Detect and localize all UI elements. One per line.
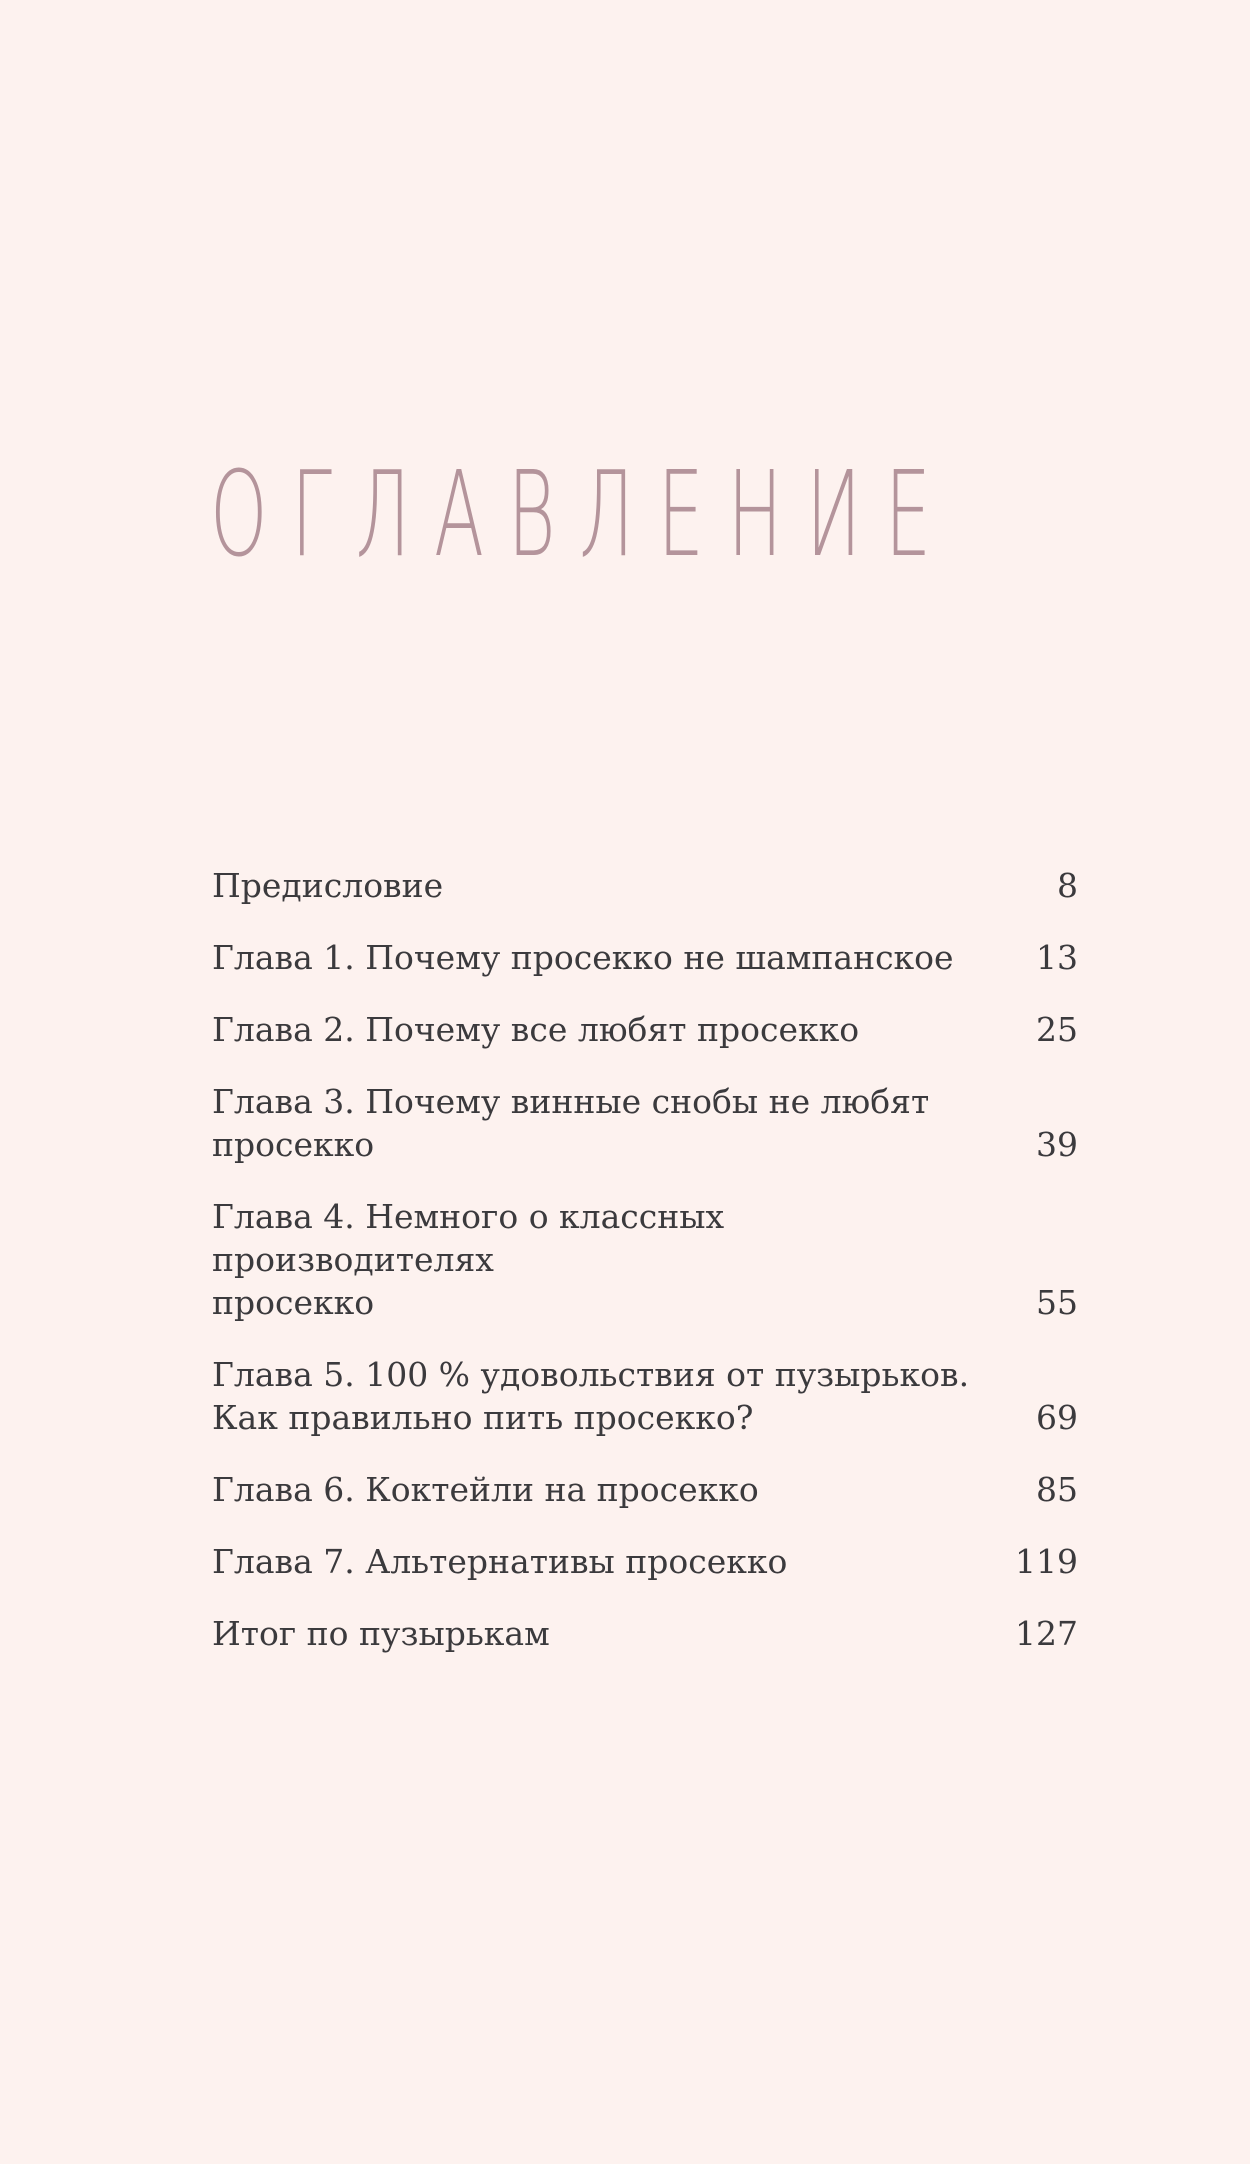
toc-entry-label: Предисловие bbox=[212, 866, 444, 905]
toc-entry-page: 55 bbox=[1036, 1283, 1078, 1322]
toc-entry-page: 8 bbox=[1057, 866, 1078, 905]
toc-entry-chapter-4[interactable] bbox=[212, 1195, 1078, 1324]
toc-entry-label: Глава 4. Немного о классных производителях просекко bbox=[212, 1197, 725, 1322]
toc-entry-label: Глава 3. Почему винные снобы не любят просекко bbox=[212, 1082, 930, 1164]
toc-entry-chapter-3[interactable] bbox=[212, 1080, 1078, 1166]
toc-entry-page: 25 bbox=[1036, 1010, 1078, 1049]
toc-entry-preface[interactable] bbox=[212, 864, 1078, 907]
toc-entry-chapter-7[interactable] bbox=[212, 1540, 1078, 1583]
toc-entry-chapter-2[interactable] bbox=[212, 1008, 1078, 1051]
table-of-contents bbox=[212, 864, 1078, 1684]
page-title: ОГЛАВЛЕНИЕ bbox=[210, 445, 955, 583]
toc-entry-chapter-1[interactable] bbox=[212, 936, 1078, 979]
toc-entry-summary[interactable] bbox=[212, 1612, 1078, 1655]
toc-entry-page: 127 bbox=[1015, 1614, 1078, 1653]
toc-entry-chapter-5[interactable] bbox=[212, 1353, 1078, 1439]
toc-entry-label: Глава 1. Почему просекко не шампанское bbox=[212, 938, 954, 977]
toc-entry-page: 69 bbox=[1036, 1398, 1078, 1437]
toc-entry-label: Глава 2. Почему все любят просекко bbox=[212, 1010, 860, 1049]
toc-entry-page: 13 bbox=[1036, 938, 1078, 977]
toc-entry-page: 119 bbox=[1015, 1542, 1078, 1581]
toc-entry-page: 39 bbox=[1036, 1125, 1078, 1164]
toc-entry-label: Глава 7. Альтернативы просекко bbox=[212, 1542, 788, 1581]
toc-entry-label: Глава 6. Коктейли на просекко bbox=[212, 1470, 759, 1509]
toc-entry-chapter-6[interactable] bbox=[212, 1468, 1078, 1511]
toc-entry-label: Итог по пузырькам bbox=[212, 1614, 550, 1653]
toc-entry-page: 85 bbox=[1036, 1470, 1078, 1509]
toc-entry-label: Глава 5. 100 % удовольствия от пузырьков. Как правильно пить просекко? bbox=[212, 1355, 970, 1437]
